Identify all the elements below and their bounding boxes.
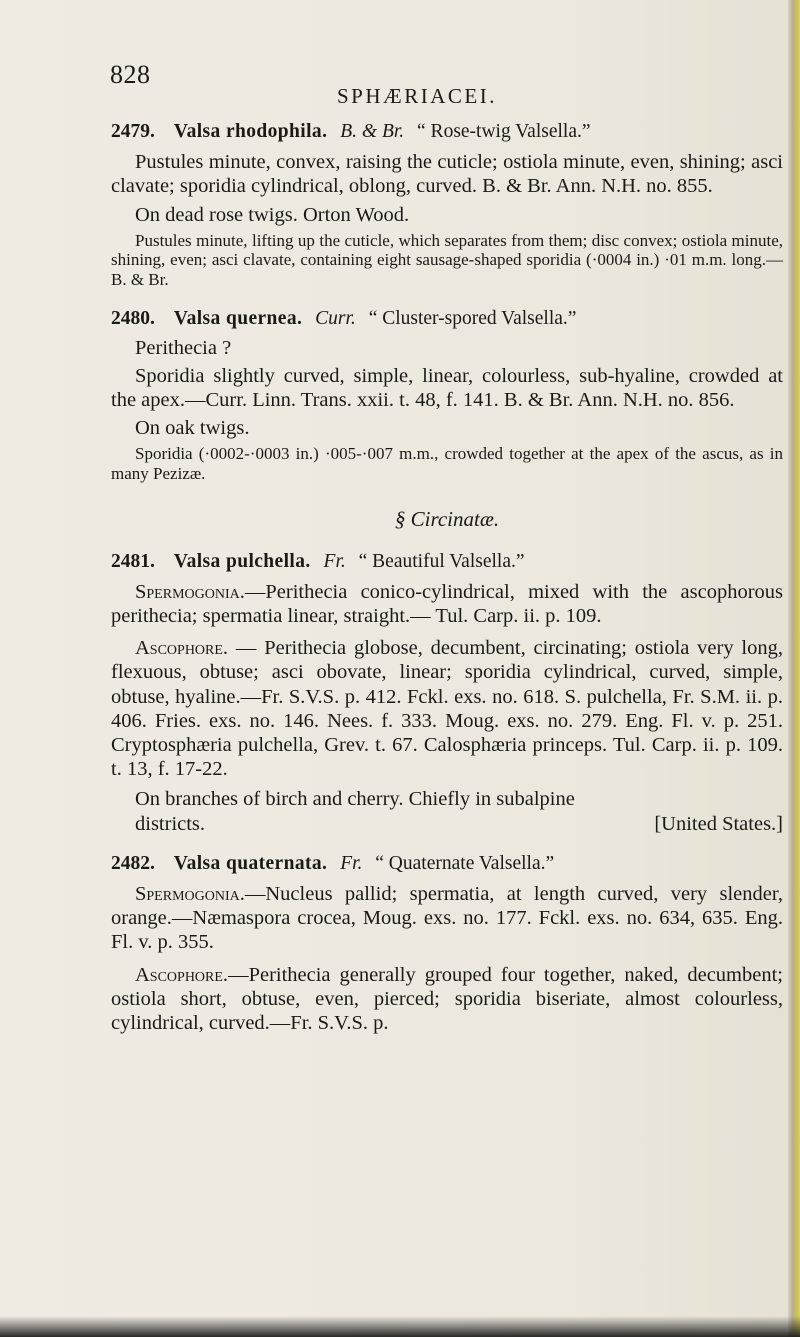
ascophore-paragraph: [111, 963, 783, 1036]
species-author: Fr.: [323, 550, 346, 572]
entry-heading: [111, 307, 783, 331]
ascophore-label: Ascophore.: [135, 963, 229, 986]
entry-habitat-row: [111, 787, 783, 835]
ascophore-text: —Perithecia generally grouped four together, naked, decumbent; ostiola short, obtuse, even, pierced; sporidia biseriate, almost colourless, cylindrical, curved.—Fr. S.V.S. p.: [111, 963, 783, 1034]
spermogonia-text: —Nucleus pallid; spermatia, at length curved, very slender, orange.—Næmaspora crocea, Moug. exs. no. 177. Fckl. exs. no. 634, 635. Eng. Fl. v. p. 355.: [111, 882, 783, 954]
ascophore-text: — Perithecia globose, decumbent, circinating; ostiola very long, flexuous, obtuse; asci obovate, linear; sporidia cylindrical, curved, simple, obtuse, hyaline.—Fr. S.V.S. p. 412. Fckl. exs. no. 618. S. pulchella, Fr. S.M. ii. p. 406. Fries. exs. no. 146. Nees. f. 333. Moug. exs. no. 279. Eng. Fl. v. p. 251. Cryptosphæria pulchella, Grev. t. 67. Calosphæria princeps. Tul. Carp. ii. p. 109. t. 13, f. 17-22.: [111, 637, 783, 781]
entry-description: Pustules minute, convex, raising the cuticle; ostiola minute, even, shining; asci clavate; sporidia cylindrical, oblong, curved. B. & Br. Ann. N.H. no. 855.: [111, 151, 783, 198]
entry-number: 2479.: [111, 121, 155, 142]
entry-habitat: On oak twigs.: [135, 417, 250, 440]
spermogonia-label: Spermogonia.: [135, 580, 245, 603]
entry-number: 2481.: [111, 550, 155, 572]
species-name: Valsa quaternata.: [173, 852, 328, 874]
species-author: B. & Br.: [340, 121, 405, 142]
entry-region: [United States.]: [654, 812, 783, 835]
entry-description: Perithecia ?: [135, 336, 232, 359]
ascophore-label: Ascophore.: [135, 637, 229, 660]
common-name: “ Rose-twig Valsella.”: [417, 121, 591, 142]
section-title: § Circinatæ.: [394, 507, 500, 532]
entry-note: Pustules minute, lifting up the cuticle, which separates from them; disc convex; ostiola minute, shining, even; asci clavate, containing eight sausage-shaped sporidia (·0004 in.) ·01 m.m. long.—B. & Br.: [111, 230, 783, 289]
species-name: Valsa pulchella.: [173, 550, 311, 572]
common-name: “ Quaternate Valsella.”: [375, 852, 555, 874]
common-name: “ Cluster-spored Valsella.”: [368, 308, 577, 330]
entry-note: Sporidia (·0002-·0003 in.) ·005-·007 m.m., crowded together at the apex of the ascus, as in many Pezizæ.: [111, 444, 783, 483]
spermogonia-paragraph: [111, 580, 783, 628]
species-author: Curr.: [315, 308, 356, 330]
bottom-shadow: [0, 1316, 800, 1337]
entry-description: Sporidia slightly curved, simple, linear, colourless, sub-hyaline, crowded at the apex.—Curr. Linn. Trans. xxii. t. 48, f. 141. B. & Br. Ann. N.H. no. 856.: [111, 364, 783, 411]
running-title: SPHÆRIACEI.: [337, 84, 497, 108]
entry-heading: [111, 120, 783, 144]
page-edge: [788, 0, 800, 1337]
page-number: 828: [110, 60, 151, 89]
entry-heading: [111, 550, 783, 574]
common-name: “ Beautiful Valsella.”: [358, 550, 525, 572]
species-author: Fr.: [340, 852, 363, 874]
entry-habitat: On branches of birch and cherry. Chiefly in subalpine districts.: [135, 788, 575, 835]
spermogonia-paragraph: [111, 882, 783, 955]
entry-habitat: On dead rose twigs. Orton Wood.: [135, 203, 410, 226]
spermogonia-text: —Perithecia conico-cylindrical, mixed with the ascophorous perithecia; spermatia linear, straight.— Tul. Carp. ii. p. 109.: [111, 580, 783, 627]
page-content: [111, 120, 783, 1035]
entry-number: 2480.: [111, 308, 155, 330]
ascophore-paragraph: [111, 636, 783, 781]
species-name: Valsa quernea.: [173, 308, 303, 330]
entry-heading: [111, 852, 783, 876]
entry-number: 2482.: [111, 852, 155, 874]
spermogonia-label: Spermogonia.: [135, 882, 245, 905]
species-name: Valsa rhodophila.: [173, 121, 328, 142]
